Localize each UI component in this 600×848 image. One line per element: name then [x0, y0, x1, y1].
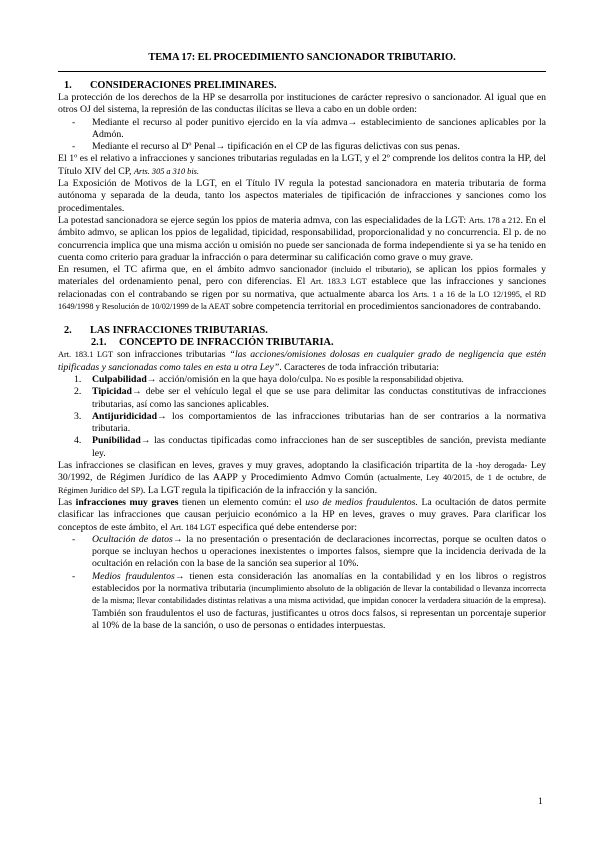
s1-paragraph-5 [58, 264, 546, 313]
s1-bullet-1: - Mediante el recurso al poder punitivo ejercido en la vía admva→ establecimiento de sanciones aplicables por la Admón. [58, 117, 546, 142]
s2-b2-text: → tienen esta consideración las anomalías en la contabilidad y en los libros o registros establecidos por la normativa tributaria [92, 570, 546, 594]
s1-paragraph-1: La protección de los derechos de la HP se desarrolla por instituciones de carácter represivo o sancionador. Al igual que en otros OJ del sistema, la represión de las conductas ilícitas se lleva a cabo en un doble orden: [58, 92, 546, 116]
section-2-title: LAS INFRACCIONES TRIBUTARIAS. [90, 325, 268, 337]
s1-p5-a: En resumen, el TC afirma que, en el ámbito admvo sancionador [58, 264, 332, 276]
s2-b2-rest: . También son fraudulentos el uso de facturas, justificantes u otros docs falsos, si representan un porcentaje superior al 10% de la base de la sanción, o uso de personas o entidades interpuestas. [92, 595, 546, 631]
characteristic-item [58, 411, 546, 436]
s2-p1-quote: “las acciones/omisiones dolosas en cualquier grado de negligencia que estén tipificadas y sancionadas como tales en esta u otra Ley” [58, 349, 546, 373]
item-term: Antijuridicidad [92, 410, 158, 422]
subsection-2-1-number: 2.1. [91, 337, 107, 349]
item-term: Culpabilidad [92, 373, 147, 385]
item-text: → acción/omisión en la que haya dolo/culpa. [146, 373, 326, 385]
s1-paragraph-3: La Exposición de Motivos de la LGT, en el Título IV regula la potestad sancionadora en materia tributaria de forma autónoma y separada de la deuda, tanto los aspectos materiales de tipificación de infracciones y sanciones como los procedimentales. [58, 178, 546, 214]
s2-paragraph-2 [58, 460, 546, 497]
s2-bullet-1 [58, 534, 546, 571]
s2-b2-note: (incumplimiento absoluto de la obligación de llevar la contabilidad o llevanza incorrecta de la misma; llevar contabilidades distintas relativas a una misma actividad, que impidan conocer la verdadera situación de la empresa) [92, 583, 546, 606]
s2-p3-g: especifica qué debe entenderse por: [215, 521, 357, 533]
s2-b1-text: → la no presentación o presentación de declaraciones incorrectas, porque se oculten datos o porque se incluyan hechos u operaciones inexistentes o importes falsos, siempre que la incidencia derivada de la ocultación en relación con la base de la sanción sea superior al 10%. [92, 533, 547, 570]
s1-p2-articles: Arts. 305 a 310 bis. [133, 166, 199, 176]
s2-p2-b: -hoy derogada- [475, 461, 528, 471]
section-2-heading [58, 325, 546, 336]
item-number: 4. [74, 435, 82, 447]
s1-p4-text: La potestad sancionadora se ejerce según los ppios de materia admva, con las especialidades de la LGT: [58, 214, 469, 226]
document-page [58, 52, 546, 632]
item-number: 1. [74, 373, 82, 385]
s1-paragraph-4 [58, 215, 546, 264]
s1-p5-d: Art. 183.3 LGT [310, 277, 367, 287]
s1-p2-text: El 1º es el relativo a infracciones y sanciones tributarias reguladas en la LGT, y el 2º comprende los delitos contra la HP, del Título XIV del CP, [58, 153, 546, 177]
section-1-number: 1. [64, 80, 72, 91]
subsection-2-1-heading [58, 337, 546, 348]
s2-p2-e: . La LGT regula la tipificación de la infracción y la sanción. [143, 484, 378, 496]
item-number: 2. [74, 386, 82, 398]
s2-paragraph-3 [58, 497, 546, 534]
s2-p2-c: Ley 30/1992, de Régimen Jurídico de las AAPP y Procedimiento Admvo Común [58, 460, 546, 484]
characteristics-list [58, 374, 546, 460]
s1-p5-f: Arts. 1 a 16 de la LO 12/1995, el RD 1649/1998 y Resolución de 10/02/1999 de la AEAT [58, 289, 547, 312]
s2-b2-term: Medios fraudulentos [92, 570, 175, 582]
s2-p3-e: La ocultación de datos permite clasificar las infracciones que causan perjuicio económico a la HP en leves, graves o muy graves. Para clarificar los conceptos de este ámbito, el [58, 496, 546, 533]
s2-p3-b: infracciones muy graves [75, 496, 179, 508]
item-term: Tipicidad [92, 386, 132, 398]
item-text: → debe ser el vehículo legal el que se use para delimitar las conductas constitutivas de infracciones tributarias, así como las sanciones aplicables. [92, 386, 546, 410]
subsection-2-1-title: CONCEPTO DE INFRACCIÓN TRIBUTARIA. [119, 337, 334, 349]
section-1-heading [58, 80, 546, 91]
item-term: Punibilidad [92, 435, 141, 447]
s1-p4-rest: . En el ámbito admvo, se aplican los ppios de legalidad, tipicidad, responsabilidad, proporcionalidad y no concurrencia. El p. de no concurrencia implica que una misma acción u omisión no puede ser sancionada de forma independiente si ya se ha tenido en cuenta como criterio para graduar la infracción o para determinar su calificación como grave o muy grave. [58, 214, 546, 263]
page-number: 1 [538, 797, 543, 807]
characteristic-item [58, 435, 546, 460]
characteristic-item [58, 374, 546, 386]
s2-bullet-2 [58, 571, 546, 632]
item-number: 3. [74, 410, 82, 422]
s2-bullet-list [58, 534, 546, 632]
s1-paragraph-2 [58, 153, 546, 178]
s2-p3-d: uso de medios fraudulentos. [305, 496, 418, 508]
s2-p1-article: Art. 183.1 LGT [58, 350, 114, 360]
s2-p2-a: Las infracciones se clasifican en leves, graves y muy graves, adoptando la clasificación tripartita de la [58, 460, 476, 472]
s1-p5-c: , se aplican los ppios formales y materiales del ordenamiento penal, pero con diferencias. El [58, 264, 547, 288]
s2-p1-text: son infracciones tributarias [113, 349, 230, 361]
s1-p5-e: establece que las infracciones y sanciones relacionadas con el contrabando se rigen por su normativa, que actualmente abarca los [58, 276, 546, 300]
s1-p4-articles: Arts. 178 a 212 [468, 215, 521, 225]
item-note: No es posible la responsabilidad objetiva. [325, 374, 464, 384]
item-text: → las conductas tipificadas como infracciones han de ser susceptibles de sanción, prevista mediante ley. [92, 435, 546, 459]
s1-p5-b: (incluido el tributario) [331, 265, 410, 275]
section-2-number: 2. [64, 325, 72, 337]
s2-paragraph-1 [58, 349, 546, 374]
section-1-title: CONSIDERACIONES PRELIMINARES. [90, 80, 277, 91]
s2-p3-f: Art. 184 LGT [170, 522, 216, 532]
s2-p3-a: Las [58, 496, 76, 508]
s2-b1-term: Ocultación de datos [92, 533, 173, 545]
item-text: → los comportamientos de las infracciones tributarias han de ser contrarios a la normativa tributaria. [92, 410, 546, 435]
s1-bullet-list [58, 117, 546, 154]
document-title: TEMA 17: EL PROCEDIMIENTO SANCIONADOR TRIBUTARIO. [148, 52, 456, 63]
characteristic-item [58, 386, 546, 411]
s1-p5-g: sobre competencia territorial en procedimientos sancionadores de contrabando. [229, 301, 541, 313]
title-rule [58, 71, 546, 72]
s1-bullet-2: - Mediante el recurso al Dº Penal→ tipificación en el CP de las figuras delictivas con sus penas. [58, 141, 546, 153]
s2-p1-rest: . Caracteres de toda infracción tributaria: [279, 361, 439, 373]
s2-p2-d: (actualmente, Ley 40/2015, de 1 de octubre, de Régimen Jurídico del SP) [58, 473, 546, 495]
s2-p3-c: tienen un elemento común: el [178, 496, 306, 508]
